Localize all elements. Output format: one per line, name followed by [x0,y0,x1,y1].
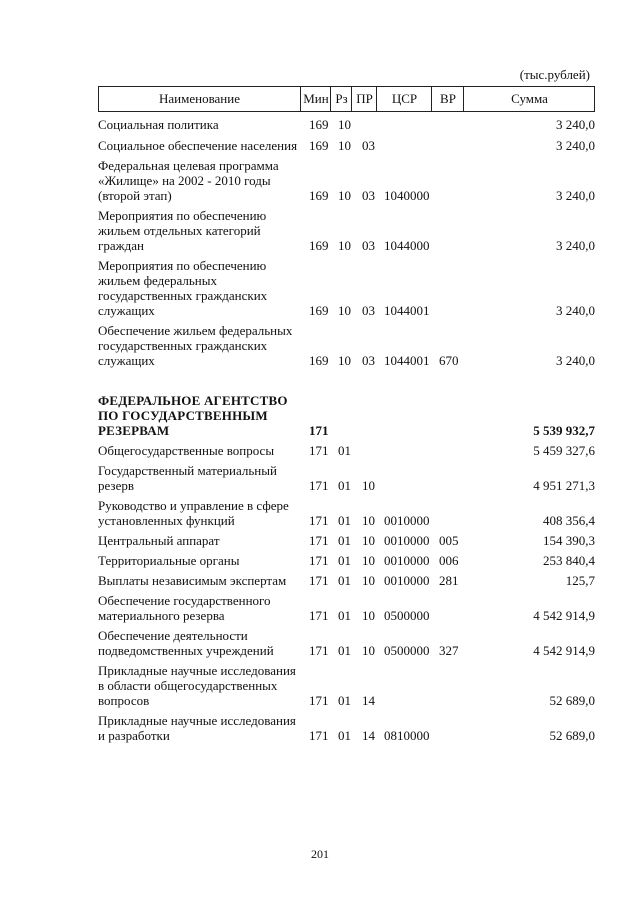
row-vr: 005 [439,533,459,548]
row-sum: 3 240,0 [556,303,595,318]
row-name: Мероприятия по обеспечению жильем отдельных категорий граждан [98,208,267,253]
row-min: 171 [309,443,329,458]
row-sum: 3 240,0 [556,188,595,203]
row-csr: 0500000 [384,643,430,658]
table-row [98,138,595,153]
row-pr: 14 [362,728,375,743]
table-row [98,208,595,253]
row-min: 169 [309,188,329,203]
row-min: 171 [309,728,329,743]
row-vr: 327 [439,643,459,658]
row-sum: 154 390,3 [543,533,595,548]
row-name: Социальное обеспечение населения [98,138,298,153]
row-min: 171 [309,573,329,588]
row-pr: 03 [362,188,375,203]
table-row [98,463,595,493]
row-min: 171 [309,693,329,708]
row-pr: 10 [362,533,375,548]
row-sum: 408 356,4 [543,513,595,528]
row-rz: 10 [338,188,351,203]
row-name: Центральный аппарат [98,533,220,548]
row-name: Выплаты независимым экспертам [98,573,287,588]
row-rz: 01 [338,728,351,743]
row-pr: 03 [362,353,375,368]
row-sum: 3 240,0 [556,238,595,253]
row-rz: 01 [338,553,351,568]
units-label: (тыс.рублей) [519,67,590,82]
row-rz: 10 [338,238,351,253]
table-row [98,443,595,458]
table-row [98,323,595,368]
table-row [98,573,595,588]
row-csr: 0810000 [384,728,430,743]
row-sum: 3 240,0 [556,138,595,153]
row-name: Обеспечение государственного материального резерва [98,593,271,623]
row-name: Федеральная целевая программа «Жилище» на 2002 - 2010 годы (второй этап) [98,158,279,203]
table-row [98,117,595,132]
row-min: 169 [309,117,329,132]
table-row [98,258,595,318]
table-row [98,498,595,528]
row-name: Прикладные научные исследования в области общегосударственных вопросов [98,663,296,708]
row-name: Мероприятия по обеспечению жильем федеральных государственных гражданских служащих [98,258,268,318]
row-sum: 253 840,4 [543,553,595,568]
row-csr: 0010000 [384,573,430,588]
row-min: 171 [309,643,329,658]
row-rz: 10 [338,138,351,153]
row-min: 171 [309,478,329,493]
row-sum: 3 240,0 [556,353,595,368]
row-name: Государственный материальный резерв [98,463,277,493]
header-pr: ПР [351,87,377,111]
row-name: Территориальные органы [98,553,240,568]
row-vr: 670 [439,353,459,368]
row-rz: 01 [338,443,351,458]
row-pr: 03 [362,238,375,253]
row-name: ФЕДЕРАЛЬНОЕ АГЕНТСТВО ПО ГОСУДАРСТВЕННЫМ РЕЗЕРВАМ [98,393,288,438]
row-min: 169 [309,238,329,253]
row-sum: 52 689,0 [549,728,595,743]
row-csr: 0500000 [384,608,430,623]
table-row [98,533,595,548]
row-pr: 03 [362,303,375,318]
row-csr: 1040000 [384,188,430,203]
row-csr: 0010000 [384,513,430,528]
header-name: Наименование [159,91,240,106]
row-name: Обеспечение жильем федеральных государственных гражданских служащих [98,323,293,368]
row-pr: 10 [362,553,375,568]
row-csr: 1044001 [384,353,430,368]
row-min: 171 [309,553,329,568]
table-row [98,628,595,658]
row-sum: 52 689,0 [549,693,595,708]
row-rz: 01 [338,608,351,623]
header-min: Мин [300,87,331,111]
table-row [98,713,595,743]
row-sum: 5 459 327,6 [533,443,595,458]
row-min: 171 [309,423,329,438]
row-rz: 10 [338,303,351,318]
table-row [98,593,595,623]
row-csr: 1044001 [384,303,430,318]
row-min: 171 [309,513,329,528]
row-rz: 01 [338,573,351,588]
row-rz: 01 [338,478,351,493]
row-min: 171 [309,533,329,548]
row-csr: 0010000 [384,553,430,568]
page-number: 201 [311,847,329,861]
row-sum: 4 542 914,9 [533,608,595,623]
row-name: Прикладные научные исследования и разработки [98,713,296,743]
row-rz: 01 [338,513,351,528]
header-sum: Сумма [463,87,595,111]
row-sum: 5 539 932,7 [533,423,595,438]
row-min: 169 [309,303,329,318]
row-rz: 01 [338,693,351,708]
row-rz: 01 [338,533,351,548]
header-rz: Рз [330,87,352,111]
table-row [98,663,595,708]
row-name: Социальная политика [98,117,219,132]
row-min: 169 [309,353,329,368]
row-name: Обеспечение деятельности подведомственных учреждений [98,628,274,658]
table-header [98,86,595,112]
row-sum: 3 240,0 [556,117,595,132]
row-csr: 1044000 [384,238,430,253]
row-csr: 0010000 [384,533,430,548]
row-min: 169 [309,138,329,153]
header-vr: ВР [431,87,464,111]
row-vr: 281 [439,573,459,588]
table-row [98,393,595,438]
row-pr: 10 [362,608,375,623]
row-min: 171 [309,608,329,623]
row-rz: 10 [338,117,351,132]
row-pr: 10 [362,478,375,493]
row-pr: 10 [362,513,375,528]
row-pr: 10 [362,573,375,588]
row-name: Руководство и управление в сфере установленных функций [98,498,289,528]
row-sum: 4 542 914,9 [533,643,595,658]
row-sum: 4 951 271,3 [533,478,595,493]
row-pr: 03 [362,138,375,153]
row-pr: 14 [362,693,375,708]
row-vr: 006 [439,553,459,568]
row-name: Общегосударственные вопросы [98,443,275,458]
row-rz: 01 [338,643,351,658]
table-row [98,158,595,203]
header-csr: ЦСР [376,87,432,111]
table-body [98,112,595,743]
row-pr: 10 [362,643,375,658]
row-sum: 125,7 [565,573,595,588]
row-rz: 10 [338,353,351,368]
table-row [98,553,595,568]
